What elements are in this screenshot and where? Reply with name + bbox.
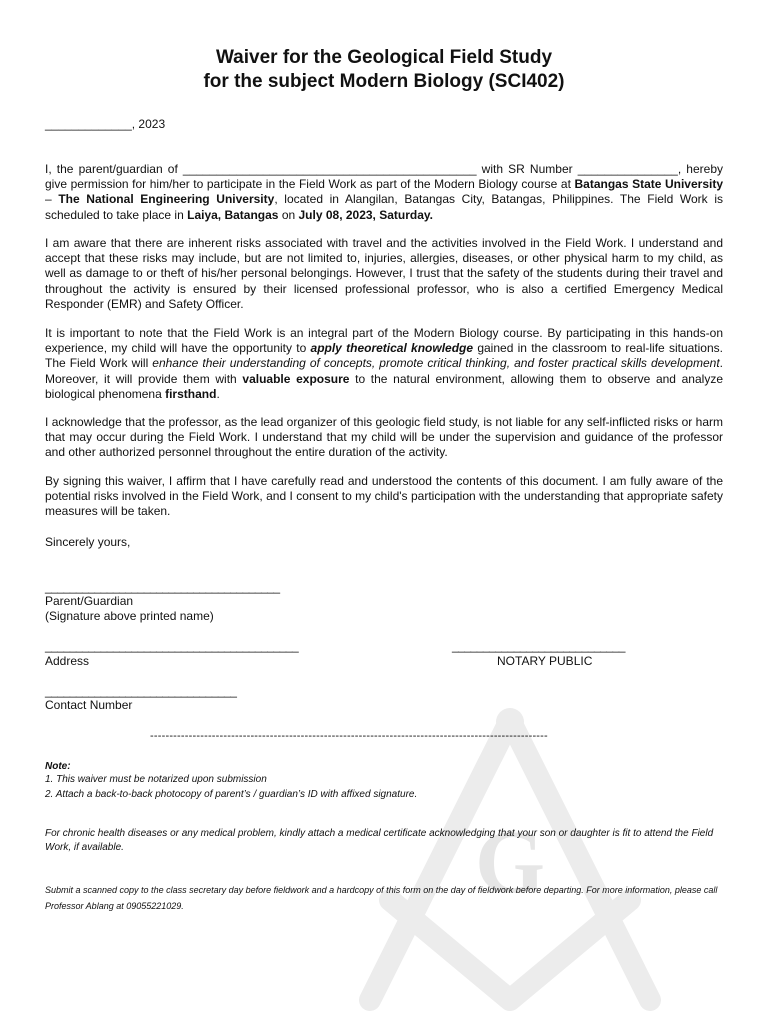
notary-line[interactable]: ____________________________	[452, 639, 625, 653]
medical-certificate-note: For chronic health diseases or any medical problem, kindly attach a medical certificate acknowledging that your son or daughter is fit to attend the Field Work, if available.	[45, 828, 714, 853]
university-name: Batangas State University	[574, 177, 723, 192]
liability-paragraph: I acknowledge that the professor, as the lead organizer of this geologic field study, is not liable for any self-inflicted risks or harm that may occur during the Field Work. I understand that my child will be under the supervision and guidance of the professor and other authorized personnel throughout the entire duration of the activity.	[45, 415, 723, 460]
notary-public-label: NOTARY PUBLIC	[497, 654, 593, 668]
affirmation-paragraph: By signing this waiver, I affirm that I have carefully read and understood the contents of this document. I am fully aware of the potential risks involved in the Field Work, and I consent to my child's participation with the understanding that appropriate safety measures will be taken.	[45, 474, 723, 519]
firsthand-emphasis: firsthand	[165, 386, 217, 401]
permission-text: I, the parent/guardian of ____________________________________________ with SR Number _______________, hereby give permission for him/her to participate in the Field Work as part of the Modern Biology course at	[45, 162, 723, 192]
benefits-paragraph	[45, 326, 723, 402]
on-text: on	[278, 207, 299, 222]
benefits-text-c: gained in the classroom to real-life situations. The Field Work will	[45, 341, 723, 371]
university-tagline: The National Engineering University	[58, 192, 275, 207]
title-line-1: Waiver for the Geological Field Study	[215, 47, 553, 68]
benefits-text-a: It is important to note that the Field Work is an integral part of the Modern Biology course. By participating in this hands-on experience, my child will have the opportunity to	[45, 326, 723, 356]
closing: Sincerely yours,	[45, 535, 131, 549]
signature-hint-label: (Signature above printed name)	[45, 609, 214, 623]
apply-knowledge-emphasis: apply theoretical knowledge	[310, 341, 474, 356]
parent-guardian-label: Parent/Guardian	[45, 594, 134, 608]
benefits-text-e: . Moreover, it will provide them with	[45, 356, 723, 386]
field-date: July 08, 2023, Saturday.	[298, 207, 434, 222]
skills-emphasis: enhance their understanding of concepts, promote critical thinking, and foster practical skills development	[152, 356, 720, 371]
watermark-letter: G	[474, 813, 546, 912]
period: .	[216, 386, 220, 401]
address-line[interactable]: _________________________________________	[45, 639, 299, 653]
title-line-2: for the subject Modern Biology (SCI402)	[203, 71, 565, 92]
valuable-exposure-emphasis: valuable exposure	[242, 371, 350, 386]
separator: -------------------------------------------------------------------------------------------------------	[150, 730, 548, 742]
address-label: Address	[45, 654, 90, 668]
note-item-2: 2. Attach a back-to-back photocopy of parent’s / guardian’s ID with affixed signature.	[45, 789, 418, 800]
note-item-1: 1. This waiver must be notarized upon submission	[45, 774, 267, 785]
signature-line[interactable]: ______________________________________	[45, 580, 280, 594]
risks-paragraph: I am aware that there are inherent risks associated with travel and the activities involved in the Field Work. I understand and accept that these risks may include, but are not limited to, injuries, allergies, diseases, or other physical harm to my child, as well as damage to or theft of his/her personal belongings. However, I trust that the safety of the students during their travel and throughout the activity is ensured by their licensed professional professor, who is also a certified Emergency Medical Responder (EMR) and Safety Officer.	[45, 236, 723, 311]
location-text: , located in Alangilan, Batangas City, Batangas, Philippines. The Field Work is scheduled to take place in	[45, 192, 723, 222]
dash: –	[45, 192, 59, 207]
note-heading: Note:	[45, 761, 71, 772]
contact-number-label: Contact Number	[45, 698, 133, 712]
permission-paragraph	[45, 162, 723, 223]
contact-number-line[interactable]: _______________________________	[45, 684, 237, 698]
field-location: Laiya, Batangas	[187, 207, 279, 222]
submission-note: Submit a scanned copy to the class secretary day before fieldwork and a hardcopy of this form on the day of fieldwork before departing. For more information, please call Professor Ablang at 09055221029.	[45, 885, 718, 911]
benefits-text-g: to the natural environment, allowing them to observe and analyze biological phenomena	[45, 371, 723, 401]
date-line: _____________, 2023	[45, 117, 166, 131]
